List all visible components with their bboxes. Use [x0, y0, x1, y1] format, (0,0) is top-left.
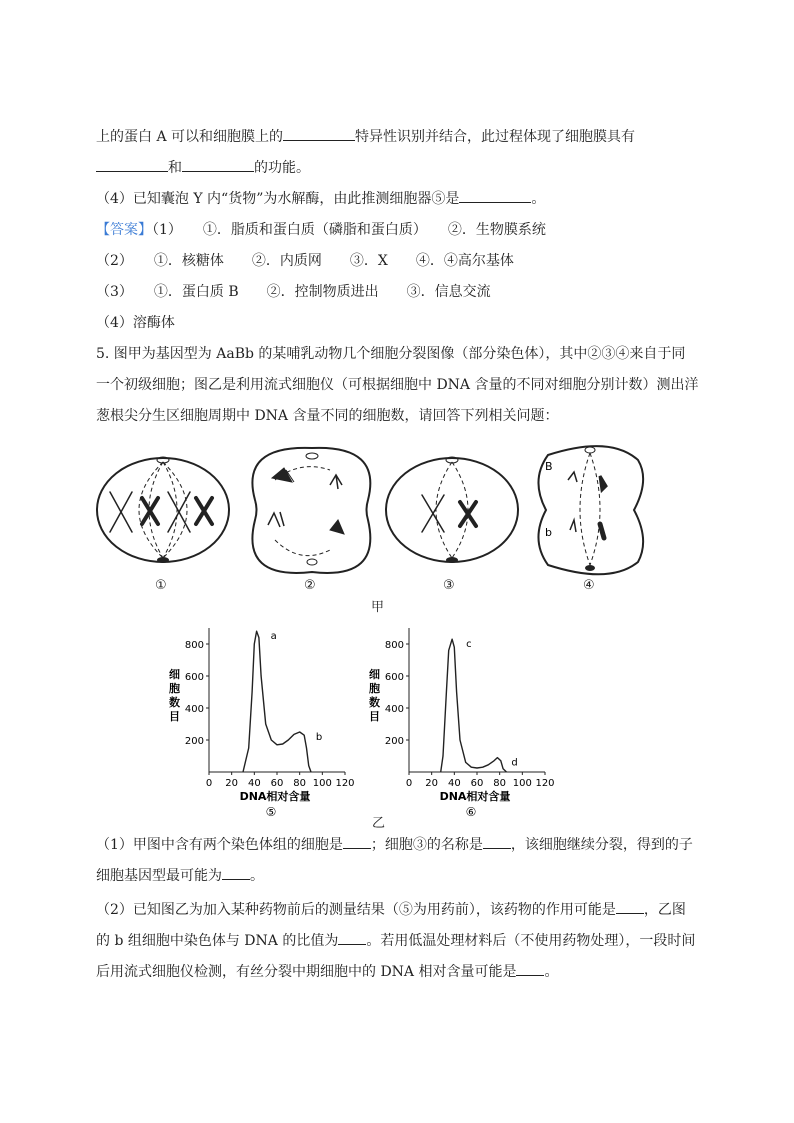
answer-blank[interactable] [283, 126, 355, 141]
y-axis-label: 目 [169, 710, 180, 723]
cell-3-diagram [386, 457, 518, 563]
y-tick-label: 600 [384, 672, 404, 683]
series-line [243, 631, 311, 772]
answer-text: （1） ①．脂质和蛋白质（磷脂和蛋白质） ②．生物膜系统 [152, 222, 546, 238]
q5-stem-3 [96, 406, 558, 426]
q5-sub2-line2 [96, 930, 695, 951]
q5-text: ；细胞③的名称是 [370, 837, 483, 853]
cell-4-diagram [538, 446, 643, 574]
answer-row-1 [96, 220, 546, 240]
answer-blank[interactable] [616, 899, 644, 914]
peak-label: c [466, 639, 472, 651]
q5-text: ，该细胞继续分裂，得到的子 [510, 837, 693, 853]
y-tick-label: 800 [184, 640, 204, 651]
q4-text: 上的蛋白 A 可以和细胞膜上的 [96, 129, 284, 145]
peak-label: d [511, 757, 518, 769]
cell-label-2: ② [304, 578, 316, 593]
answer-tag: 【答案】 [96, 222, 152, 238]
answer-blank[interactable] [343, 834, 371, 849]
cell-1-diagram [97, 457, 229, 563]
figure-jia [90, 440, 650, 610]
q4-text: 。 [531, 191, 546, 207]
answer-blank[interactable] [96, 157, 168, 172]
answer-text: （3） ①．蛋白质 B ②．控制物质进出 ③．信息交流 [96, 284, 491, 300]
q4-text: 和 [168, 160, 182, 176]
series-line [441, 639, 507, 772]
y-tick-label: 400 [184, 704, 204, 715]
q4-text: （4）已知囊泡 Y 内“货物”为水解酶，由此推测细胞器⑤是 [96, 191, 460, 207]
y-axis-label: 细 [169, 668, 180, 681]
q5-text: ，乙图 [643, 902, 686, 918]
x-tick-label: 120 [535, 778, 555, 789]
q5-sub1-line2 [96, 865, 264, 886]
q4-text: 特异性识别并结合，此过程体现了细胞膜具有 [355, 129, 636, 145]
answer-blank[interactable] [182, 157, 254, 172]
q5-sub2-line3 [96, 961, 558, 982]
figure-jia-title: 甲 [371, 600, 385, 615]
x-tick-label: 20 [425, 778, 439, 789]
q5-sub1-line1 [96, 834, 693, 855]
x-tick-label: 20 [225, 778, 239, 789]
answer-row-3 [96, 282, 491, 302]
answer-blank[interactable] [338, 930, 366, 945]
peak-label: b [315, 732, 323, 743]
x-tick-label: 80 [493, 778, 507, 789]
y-axis-label: 目 [369, 710, 380, 723]
y-axis-label: 细 [369, 668, 380, 681]
y-tick-label: 600 [184, 672, 204, 683]
x-tick-label: 0 [405, 778, 413, 789]
q5-stem-2 [96, 375, 698, 395]
chart-label: ⑤ [265, 805, 277, 819]
chart-label: ⑥ [465, 805, 477, 819]
x-tick-label: 120 [335, 778, 355, 789]
cell-label-3: ③ [443, 578, 455, 593]
y-axis-label: 胞 [369, 682, 380, 695]
x-tick-label: 100 [512, 778, 532, 789]
x-tick-label: 40 [247, 778, 261, 789]
y-tick-label: 400 [384, 704, 404, 715]
answer-text: （4）溶酶体 [96, 315, 175, 331]
q5-text: 后用流式细胞仪检测，有丝分裂中期细胞中的 DNA 相对含量可能是 [96, 964, 517, 980]
answer-blank[interactable] [222, 865, 250, 880]
gene-label-b: b [545, 526, 552, 539]
answer-row-4 [96, 313, 175, 333]
q5-text: 。若用低温处理材料后（不使用药物处理），一段时间 [366, 933, 696, 949]
answer-row-2 [96, 251, 514, 271]
chart-6 [365, 620, 565, 820]
y-axis-label: 数 [369, 696, 380, 709]
y-axis-label: 胞 [169, 682, 180, 695]
x-tick-label: 60 [270, 778, 284, 789]
peak-label: a [270, 631, 277, 643]
q5-sub2-line1 [96, 899, 686, 920]
figure-yi-title: 乙 [372, 816, 386, 831]
cell-label-1: ① [155, 578, 167, 593]
answer-text: （2） ①．核糖体 ②．内质网 ③．X ④．④高尔基体 [96, 253, 514, 269]
gene-label-B: B [545, 460, 553, 473]
y-tick-label: 200 [184, 736, 204, 747]
q5-text: 葱根尖分生区细胞周期中 DNA 含量不同的细胞数，请回答下列相关问题： [96, 408, 559, 424]
answer-blank[interactable] [483, 834, 511, 849]
q4-sub4 [96, 188, 545, 209]
x-axis-label: DNA相对含量 [439, 790, 511, 803]
y-tick-label: 800 [384, 640, 404, 651]
q5-text: 细胞基因型最可能为 [96, 868, 222, 884]
cell-label-4: ④ [583, 578, 595, 593]
x-tick-label: 40 [447, 778, 461, 789]
x-tick-label: 0 [205, 778, 213, 789]
q5-text: （1）甲图中含有两个染色体组的细胞是 [96, 837, 343, 853]
y-axis-label: 数 [169, 696, 180, 709]
q5-text: 。 [544, 964, 559, 980]
q5-text: 。 [250, 868, 264, 884]
q5-stem-1 [96, 344, 685, 364]
answer-blank[interactable] [459, 188, 531, 203]
chart-5 [165, 620, 365, 820]
q4-line-2 [96, 157, 310, 178]
y-tick-label: 200 [384, 736, 404, 747]
q5-text: 的 b 组细胞中染色体与 DNA 的比值为 [96, 933, 339, 949]
cell-2-diagram [252, 448, 370, 573]
answer-blank[interactable] [516, 961, 544, 976]
x-tick-label: 100 [312, 778, 332, 789]
q5-text: 5. 图甲为基因型为 AaBb 的某哺乳动物几个细胞分裂图像（部分染色体），其中②③④来自于同 [96, 346, 686, 362]
x-tick-label: 80 [293, 778, 307, 789]
q4-line-1 [96, 126, 635, 147]
q4-text: 的功能。 [254, 160, 310, 176]
x-axis-label: DNA相对含量 [239, 790, 311, 803]
q5-text: 一个初级细胞；图乙是利用流式细胞仪（可根据细胞中 DNA 含量的不同对细胞分别计数）测出洋 [96, 377, 699, 393]
q5-text: （2）已知图乙为加入某种药物前后的测量结果（⑤为用药前），该药物的作用可能是 [96, 902, 616, 918]
x-tick-label: 60 [470, 778, 484, 789]
